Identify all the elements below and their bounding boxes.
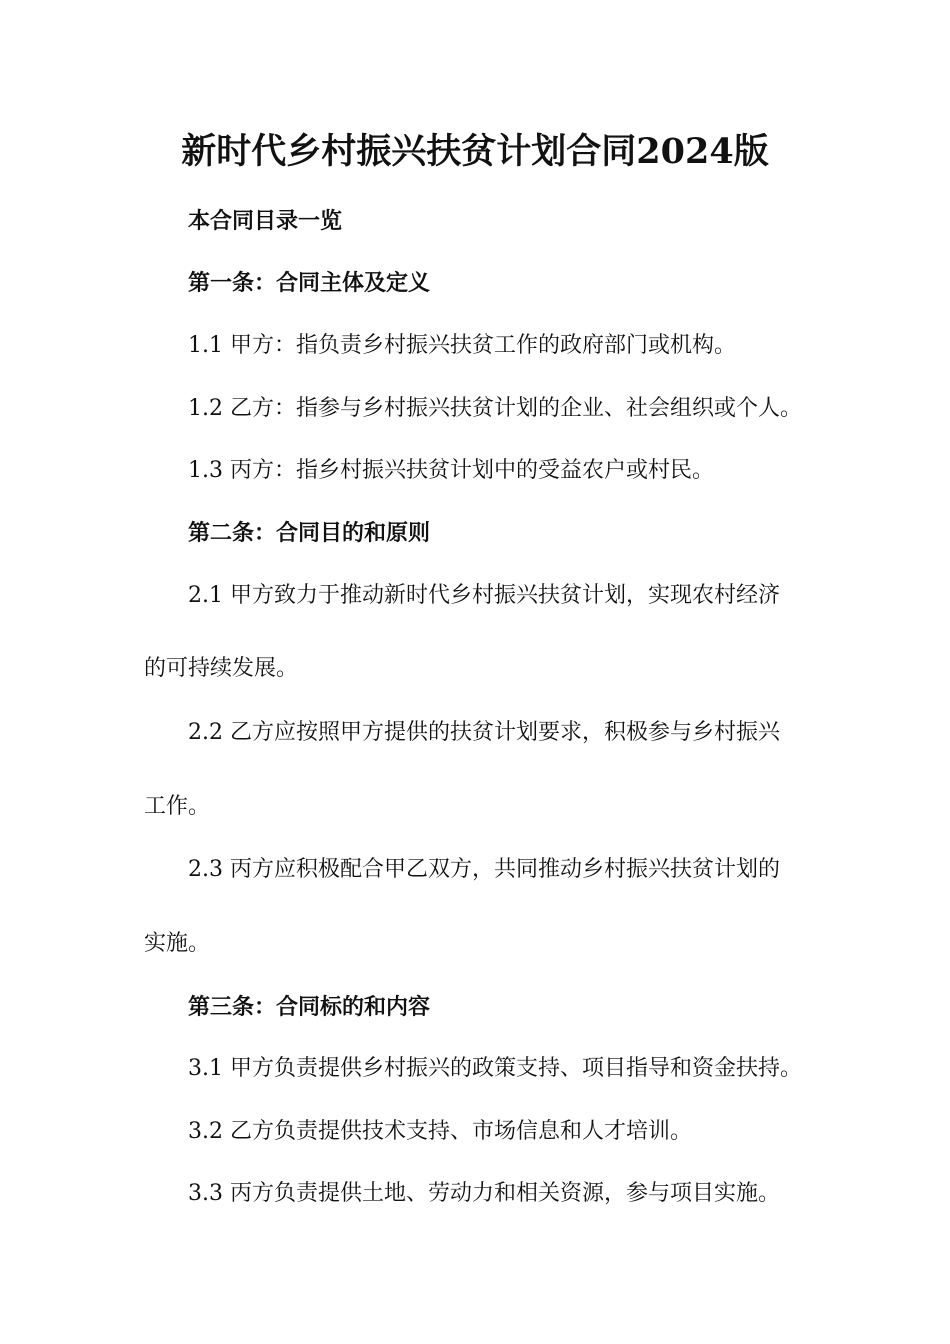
clause-2-1-line2: 的可持续发展。 bbox=[144, 656, 299, 681]
clause-1-3: 1.3 丙方：指乡村振兴扶贫计划中的受益农户或村民。 bbox=[188, 458, 714, 483]
section-1-heading: 第一条：合同主体及定义 bbox=[188, 270, 431, 296]
clause-3-1: 3.1 甲方负责提供乡村振兴的政策支持、项目指导和资金扶持。 bbox=[188, 1056, 802, 1081]
clause-2-1-line1: 2.1 甲方致力于推动新时代乡村振兴扶贫计划，实现农村经济 bbox=[188, 583, 780, 608]
document-title: 新时代乡村振兴扶贫计划合同2024版 bbox=[181, 131, 769, 172]
clause-1-2: 1.2 乙方：指参与乡村振兴扶贫计划的企业、社会组织或个人。 bbox=[188, 396, 802, 421]
clause-3-3: 3.3 丙方负责提供土地、劳动力和相关资源，参与项目实施。 bbox=[188, 1181, 780, 1206]
clause-2-3-line1: 2.3 丙方应积极配合甲乙双方，共同推动乡村振兴扶贫计划的 bbox=[188, 857, 780, 882]
clause-2-2-line1: 2.2 乙方应按照甲方提供的扶贫计划要求，积极参与乡村振兴 bbox=[188, 720, 780, 745]
clause-2-3-line2: 实施。 bbox=[144, 931, 211, 956]
clause-2-2-line2: 工作。 bbox=[144, 794, 211, 819]
section-3-heading: 第三条：合同标的和内容 bbox=[188, 994, 431, 1020]
section-2-heading: 第二条：合同目的和原则 bbox=[188, 520, 431, 546]
clause-1-1: 1.1 甲方：指负责乡村振兴扶贫工作的政府部门或机构。 bbox=[188, 333, 736, 358]
toc-heading: 本合同目录一览 bbox=[188, 208, 343, 234]
clause-3-2: 3.2 乙方负责提供技术支持、市场信息和人才培训。 bbox=[188, 1119, 692, 1144]
